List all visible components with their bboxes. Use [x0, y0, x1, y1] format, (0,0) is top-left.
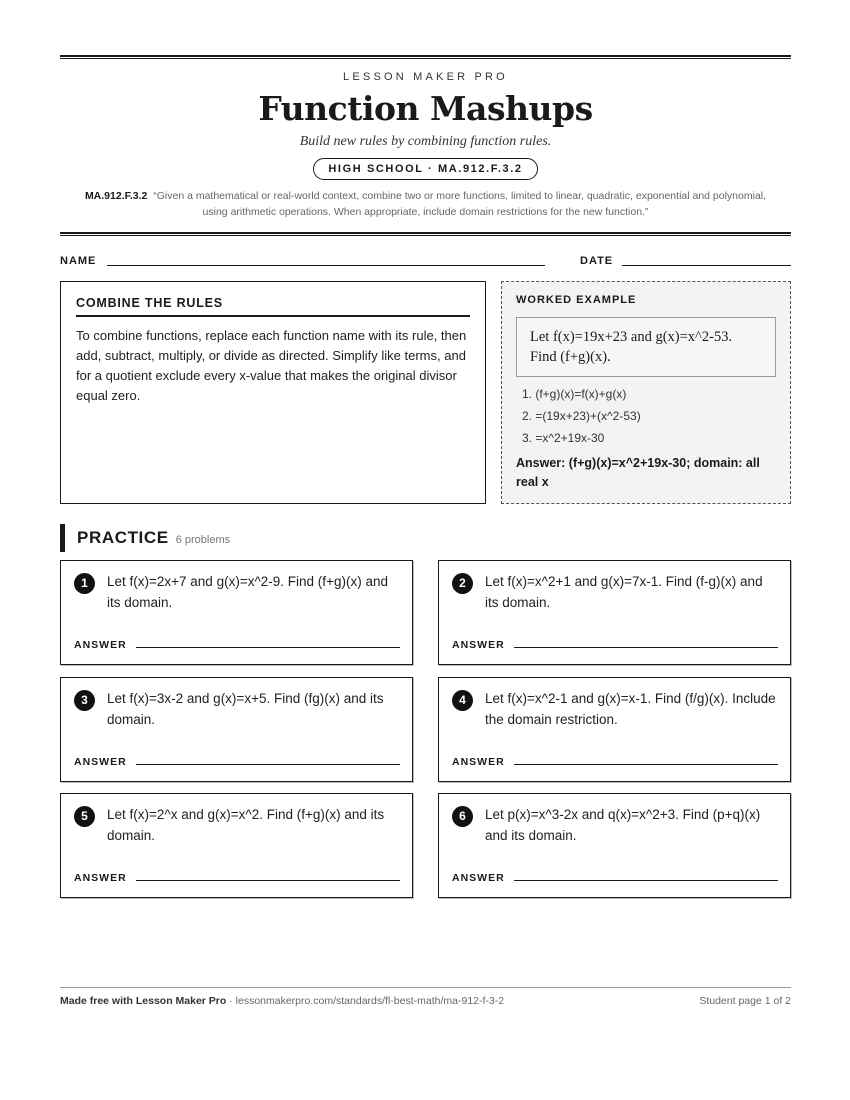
problem-text: Let f(x)=2^x and g(x)=x^2. Find (f+g)(x) and its domain. — [107, 807, 385, 843]
header-bottom-rule — [60, 232, 791, 236]
grade-standard-badge: HIGH SCHOOL · MA.912.F.3.2 — [313, 158, 537, 180]
problem-number-badge: 5 — [74, 806, 95, 827]
combine-rules-body: To combine functions, replace each function name with its rule, then add, subtract, multiply, or divide as directed. Simplify like terms, and for a quotient exclude every x-value that makes the original divisor equal zero. — [76, 328, 467, 403]
problem-number-badge: 6 — [452, 806, 473, 827]
intro-panels — [60, 281, 791, 505]
badge-wrap — [60, 158, 791, 180]
date-field-line[interactable] — [622, 265, 791, 266]
worked-example-answer: Answer: (f+g)(x)=x^2+19x-30; domain: all real x — [516, 456, 760, 489]
answer-line[interactable] — [514, 880, 778, 881]
practice-card-6 — [438, 793, 791, 898]
page-title: Function Mashups — [258, 89, 593, 128]
worked-example-problem: Let f(x)=19x+23 and g(x)=x^2-53. Find (f+g)(x). — [516, 317, 776, 377]
brand-name: LESSON MAKER PRO — [343, 71, 508, 83]
worked-example-panel — [501, 281, 791, 504]
top-rule — [60, 55, 791, 59]
answer-line[interactable] — [514, 764, 778, 765]
answer-label: ANSWER — [452, 639, 505, 651]
page-footer — [60, 987, 791, 1007]
problem-text: Let p(x)=x^3-2x and q(x)=x^2+3. Find (p+q)(x) and its domain. — [485, 807, 761, 843]
practice-card-2 — [438, 560, 791, 665]
answer-line[interactable] — [514, 647, 778, 648]
name-field-line[interactable] — [107, 265, 545, 266]
combine-rules-heading: COMBINE THE RULES — [76, 296, 470, 317]
answer-line[interactable] — [136, 880, 400, 881]
answer-label: ANSWER — [74, 872, 127, 884]
footer-made-with: Made free with Lesson Maker Pro — [60, 995, 227, 1007]
answer-label: ANSWER — [74, 639, 127, 651]
page-subtitle: Build new rules by combining function rules. — [299, 134, 552, 149]
problem-text: Let f(x)=3x-2 and g(x)=x+5. Find (fg)(x) and its domain. — [107, 691, 384, 727]
problem-text: Let f(x)=x^2+1 and g(x)=7x-1. Find (f-g)(x) and its domain. — [485, 574, 763, 610]
name-label: NAME — [60, 255, 97, 267]
standard-description — [60, 188, 791, 220]
practice-card-5 — [60, 793, 413, 898]
worked-example-steps — [516, 383, 776, 449]
practice-title: PRACTICE — [77, 528, 169, 547]
worksheet-page — [60, 55, 791, 900]
answer-label: ANSWER — [452, 872, 505, 884]
standard-text: “Given a mathematical or real-world context, combine two or more functions, limited to linear, quadratic, exponential and polynomial, using arithmetic operations. When appropriate, include domain restrictions for the new function.” — [153, 190, 767, 218]
practice-heading — [60, 524, 791, 552]
worked-example-heading: WORKED EXAMPLE — [516, 294, 637, 306]
standard-code: MA.912.F.3.2 — [84, 190, 148, 202]
problem-text: Let f(x)=x^2-1 and g(x)=x-1. Find (f/g)(x). Include the domain restriction. — [485, 691, 776, 727]
practice-card-1 — [60, 560, 413, 665]
worked-step: 2. =(19x+23)+(x^2-53) — [522, 409, 641, 423]
problem-number-badge: 4 — [452, 690, 473, 711]
practice-card-3 — [60, 677, 413, 782]
answer-label: ANSWER — [74, 756, 127, 768]
problem-number-badge: 3 — [74, 690, 95, 711]
worked-step: 3. =x^2+19x-30 — [522, 431, 605, 445]
answer-label: ANSWER — [452, 756, 505, 768]
answer-line[interactable] — [136, 647, 400, 648]
problem-text: Let f(x)=2x+7 and g(x)=x^2-9. Find (f+g)(x) and its domain. — [107, 574, 388, 610]
practice-card-4 — [438, 677, 791, 782]
combine-rules-panel — [60, 281, 486, 504]
date-label: DATE — [580, 255, 614, 267]
practice-count: 6 problems — [175, 534, 231, 546]
footer-page-number: Student page 1 of 2 — [699, 995, 791, 1007]
practice-grid — [60, 560, 791, 900]
worked-step: 1. (f+g)(x)=f(x)+g(x) — [522, 387, 627, 401]
answer-line[interactable] — [136, 764, 400, 765]
name-date-row — [60, 253, 791, 271]
problem-number-badge: 1 — [74, 573, 95, 594]
problem-number-badge: 2 — [452, 573, 473, 594]
footer-url[interactable]: · lessonmakerpro.com/standards/fl-best-math/ma-912-f-3-2 — [226, 995, 505, 1007]
